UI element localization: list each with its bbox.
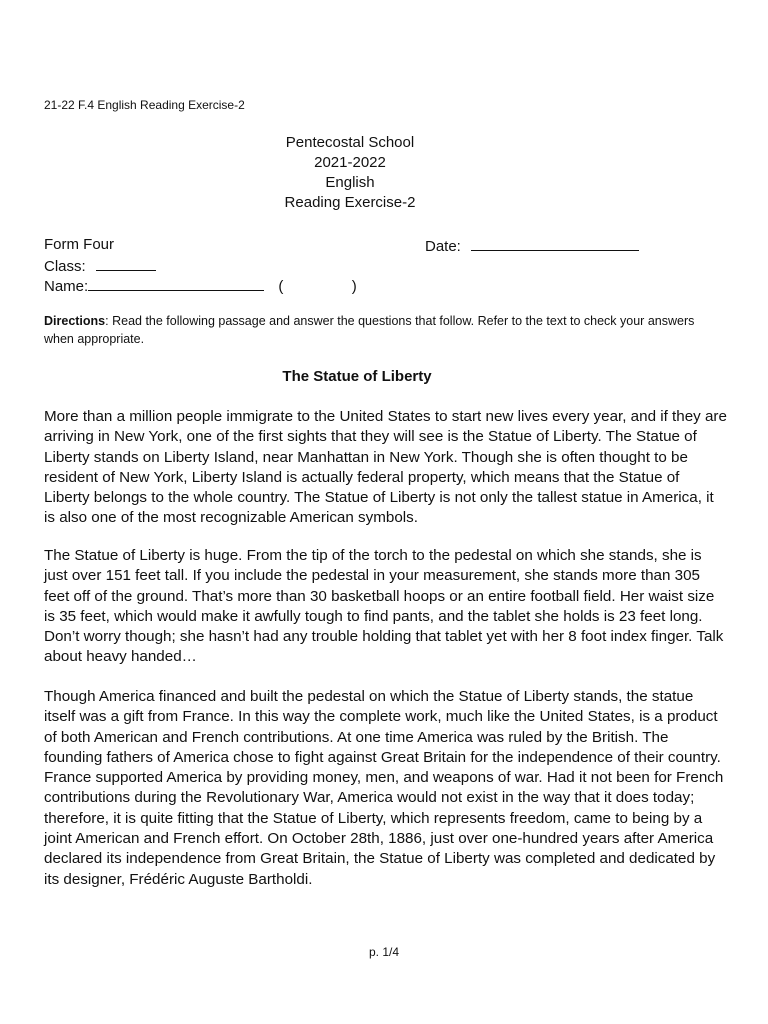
directions [44,312,724,348]
class-blank-line[interactable] [96,255,156,271]
directions-text: : Read the following passage and answer the questions that follow. Refer to the text to check your answers when appropriate. [44,314,695,346]
subject: English [325,174,375,191]
date-blank-line[interactable] [471,235,639,251]
running-head: 21-22 F.4 English Reading Exercise-2 [44,98,245,112]
passage-paragraph-2: The Statue of Liberty is huge. From the tip of the torch to the pedestal on which she stands, she is just over 151 feet tall. If you include the pedestal in your measurement, she stands more than 305 feet off of the ground. That’s more than 30 basketball hoops or an entire football field. Her waist size is 35 feet, which would make it awfully tough to find pants, and the tablet she holds is 23 feet long. Don’t worry though; she hasn’t had any trouble holding that tablet yet with her 8 foot index finger. Talk about heavy handed… [44,547,724,666]
page-number: p. 1/4 [368,945,400,959]
directions-label: Directions [44,314,106,328]
class-number-close-paren: ) [351,278,357,295]
date-label: Date: [425,238,461,255]
name-blank-line[interactable] [88,275,264,291]
form-label: Form Four [44,236,115,253]
school-year: 2021-2022 [314,154,386,171]
student-info-form [44,235,724,295]
class-number-open-paren: ( [278,278,284,295]
exercise-title: Reading Exercise-2 [284,194,416,211]
class-label: Class: [44,258,86,275]
passage-paragraph-3: Though America financed and built the pedestal on which the Statue of Liberty stands, the statue itself was a gift from France. In this way the complete work, much like the United States, is a product of both American and French contributions. At one time America was ruled by the British. The founding fathers of America chose to fight against Great Britain for the independence of their country. France supported America by providing money, men, and weapons of war. Had it not been for French contributions during the Revolutionary War, America would not exist in the way that it does today; therefore, it is quite fitting that the Statue of Liberty, which represents freedom, came to being by a joint American and French effort. On October 28th, 1886, just over one-hundred years after America declared its independence from Great Britain, the Statue of Liberty was completed and dedicated by its designer, Frédéric Auguste Bartholdi. [44,688,724,888]
passage-title: The Statue of Liberty [282,368,432,385]
passage-paragraph-1: More than a million people immigrate to the United States to start new lives every year, and if they are arriving in New York, one of the first sights that they will see is the Statue of Liberty. The Statue of Liberty stands on Liberty Island, near Manhattan in New York. Though she is often thought to be resident of New York, Liberty Island is actually federal property, which means that the Statue of Liberty belongs to the whole country. The Statue of Liberty is not only the tallest statue in America, it is also one of the most recognizable American symbols. [44,408,727,527]
title-block [250,133,450,213]
school-name: Pentecostal School [285,134,415,151]
name-label: Name: [44,278,89,295]
